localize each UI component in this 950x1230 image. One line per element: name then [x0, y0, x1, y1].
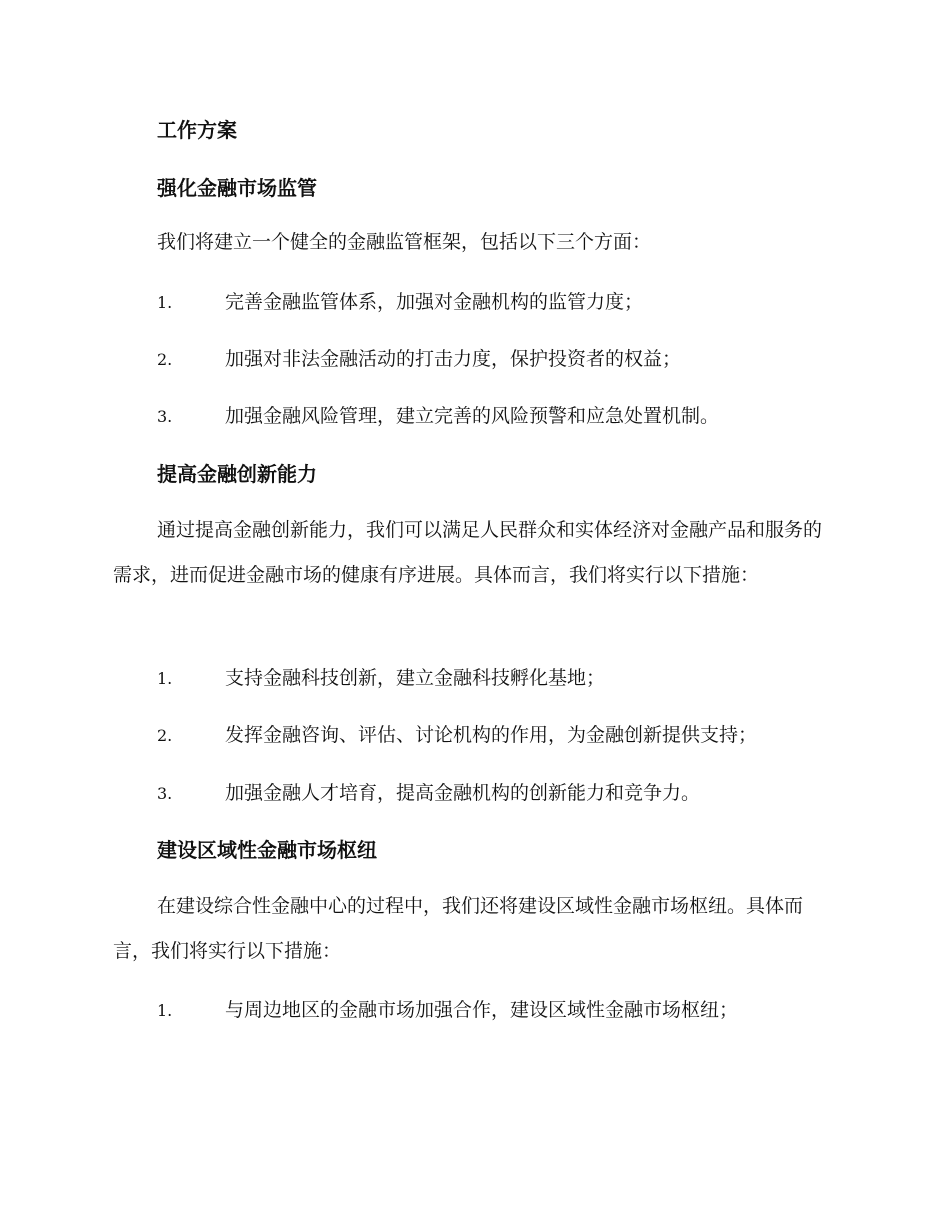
section-heading: 建设区域性金融市场枢纽: [157, 838, 377, 862]
list-item: [157, 402, 719, 431]
list-item-number: 3.: [157, 407, 173, 426]
list-item: [157, 996, 738, 1025]
list-item-text: 加强对非法金融活动的打击力度，保护投资者的权益；: [225, 348, 682, 370]
list-item: [157, 288, 643, 317]
section-heading: 提高金融创新能力: [157, 462, 317, 486]
list-item-text: 发挥金融咨询、评估、讨论机构的作用，为金融创新提供支持；: [225, 724, 758, 746]
section-intro: 在建设综合性金融中心的过程中，我们还将建设区域性金融市场枢纽。具体而言，我们将实行以下措施：: [113, 895, 804, 962]
list-item-number: 1.: [157, 1001, 173, 1020]
list-item-number: 2.: [157, 726, 173, 745]
list-item-number: 1.: [157, 669, 173, 688]
list-item: [157, 721, 757, 750]
document-title: 工作方案: [157, 118, 237, 142]
section-intro: 我们将建立一个健全的金融监管框架，包括以下三个方面：: [157, 231, 652, 253]
list-item: [157, 345, 681, 374]
list-item-text: 支持金融科技创新，建立金融科技孵化基地；: [225, 667, 606, 689]
section-heading: 强化金融市场监管: [157, 176, 317, 200]
list-item-number: 2.: [157, 350, 173, 369]
section-intro: 通过提高金融创新能力，我们可以满足人民群众和实体经济对金融产品和服务的需求，进而促进金融市场的健康有序进展。具体而言，我们将实行以下措施：: [113, 519, 823, 586]
list-item-text: 加强金融人才培育，提高金融机构的创新能力和竞争力。: [225, 782, 701, 804]
list-item-text: 完善金融监管体系，加强对金融机构的监管力度；: [225, 291, 644, 313]
list-item-number: 3.: [157, 784, 173, 803]
list-item-text: 与周边地区的金融市场加强合作，建设区域性金融市场枢纽；: [225, 999, 739, 1021]
list-item: [157, 779, 700, 808]
list-item-number: 1.: [157, 293, 173, 312]
list-item-text: 加强金融风险管理，建立完善的风险预警和应急处置机制。: [225, 405, 720, 427]
list-item: [157, 664, 605, 693]
